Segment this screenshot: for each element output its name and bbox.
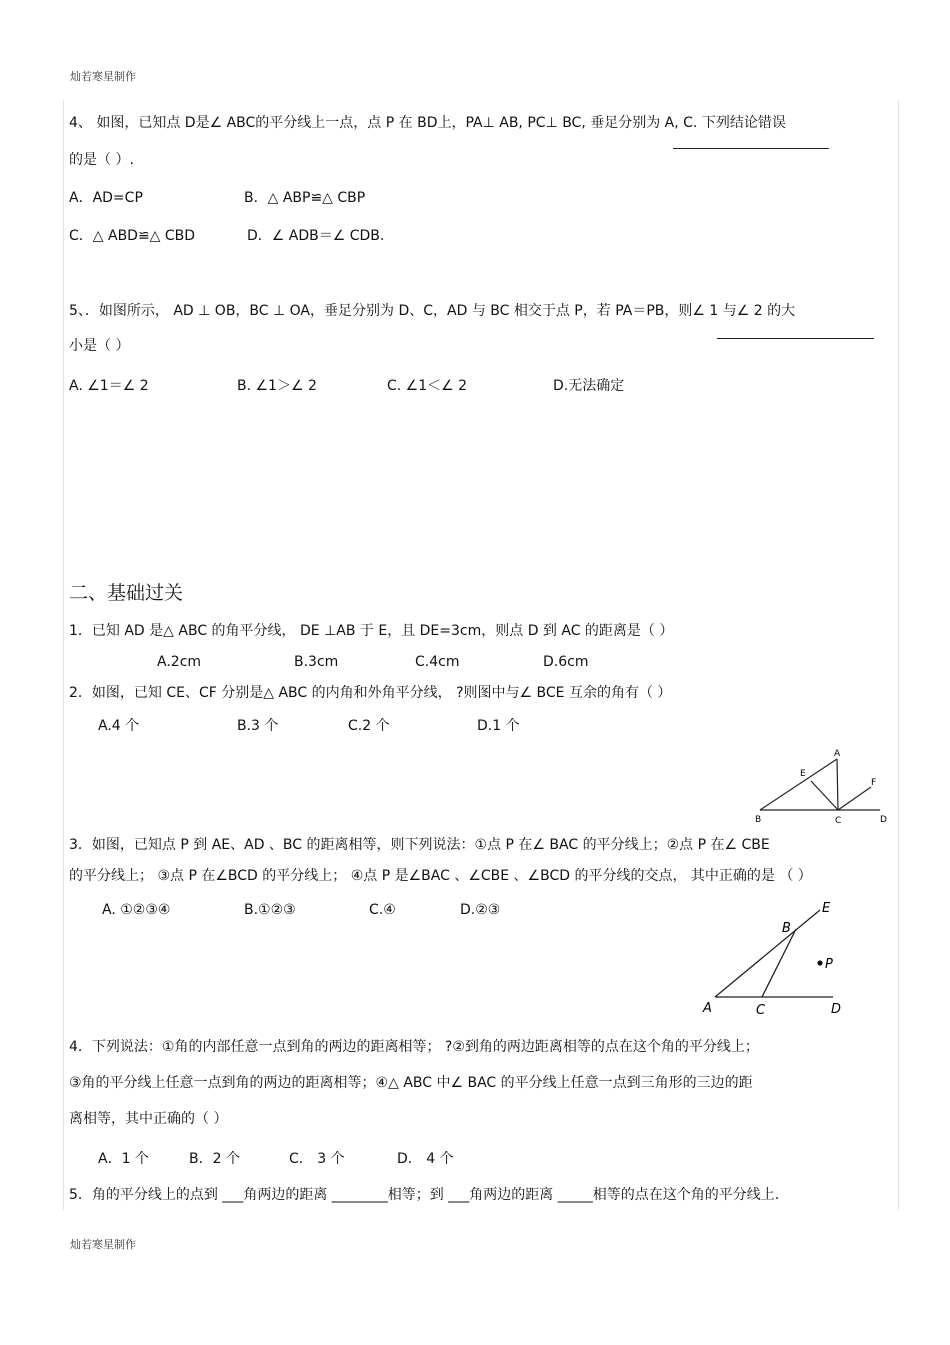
q5-line1: 5、．如图所示， AD ⊥ OB，BC ⊥ OA，垂足分别为 D、C，AD 与 BC 相交于点 P，若 PA＝PB，则∠ 1 与∠ 2 的大 — [69, 303, 796, 319]
q4-option-a: A．AD=CP — [69, 190, 143, 206]
q4-answer-underline — [673, 148, 829, 149]
q2-geometry-figure — [750, 745, 895, 827]
s2-q3-line1: 3．如图，已知点 P 到 AE、AD 、BC 的距离相等，则下列说法：①点 P 在∠ BAC 的平分线上；②点 P 在∠ CBE — [69, 837, 770, 853]
q2-label-a: A — [834, 749, 841, 759]
s2-q1-option-b: B.3cm — [294, 654, 339, 670]
q2-line-ba — [760, 759, 837, 810]
q5-option-b: B. ∠1＞∠ 2 — [237, 378, 317, 394]
s2-q2-option-b: B.3 个 — [237, 718, 279, 734]
page-border-left — [63, 100, 64, 1210]
s2-q4-line2: ③角的平分线上任意一点到角的两边的距离相等；④△ ABC 中∠ BAC 的平分线上任意一点到三角形的三边的距 — [69, 1075, 753, 1091]
s2-q4-line3: 离相等，其中正确的（ ） — [69, 1111, 228, 1127]
s2-q2-option-c: C.2 个 — [348, 718, 390, 734]
q3-label-b: B — [782, 921, 791, 936]
s2-q2-text: 2．如图，已知 CE、CF 分别是△ ABC 的内角和外角平分线， ?则图中与∠ BCE 互余的角有（ ） — [69, 685, 672, 701]
s2-q4-option-c: C． 3 个 — [289, 1151, 345, 1167]
s2-q3-option-a: A. ①②③④ — [102, 902, 171, 918]
s2-q4-option-d: D． 4 个 — [397, 1151, 454, 1167]
q2-label-f: F — [871, 778, 877, 788]
q3-label-e: E — [822, 901, 831, 916]
q5-line2: 小是（ ） — [69, 338, 130, 354]
q3-label-d: D — [831, 1002, 842, 1017]
q4-option-d: D．∠ ADB＝∠ CDB. — [247, 228, 385, 244]
q2-label-b: B — [755, 815, 762, 825]
s2-q3-line2: 的平分线上； ③点 P 在∠BCD 的平分线上； ④点 P 是∠BAC 、∠CBE 、∠BCD 的平分线的交点， 其中正确的是 （ ） — [69, 868, 812, 884]
q5-option-c: C. ∠1＜∠ 2 — [387, 378, 468, 394]
q2-label-e: E — [800, 769, 806, 779]
s2-q1-option-a: A.2cm — [157, 654, 202, 670]
q5-option-a: A. ∠1＝∠ 2 — [69, 378, 149, 394]
q5-answer-underline — [717, 338, 874, 339]
s2-q2-option-d: D.1 个 — [477, 718, 520, 734]
q3-label-p: P — [825, 957, 833, 972]
s2-q1-option-d: D.6cm — [543, 654, 589, 670]
q4-line2: 的是（ ）. — [69, 152, 134, 168]
page-border-right — [898, 100, 899, 1210]
s2-q1-text: 1．已知 AD 是△ ABC 的角平分线， DE ⊥AB 于 E，且 DE=3cm，则点 D 到 AC 的距离是（ ） — [69, 623, 674, 639]
q4-option-b: B．△ ABP≌△ CBP — [244, 190, 366, 206]
section-heading: 二、基础过关 — [69, 582, 184, 604]
q2-label-d: D — [880, 815, 887, 825]
s2-q4-option-a: A．1 个 — [98, 1151, 149, 1167]
q3-point-p — [817, 960, 822, 965]
s2-q4-line1: 4．下列说法：①角的内部任意一点到角的两边的距离相等； ?②到角的两边距离相等的点在这个角的平分线上； — [69, 1039, 759, 1055]
q3-label-c: C — [756, 1003, 766, 1018]
s2-q5-text: 5．角的平分线上的点到 ___角两边的距离 ________相等；到 ___角两边的距离 _____相等的点在这个角的平分线上. — [69, 1187, 780, 1203]
page-header: 灿若寒星制作 — [70, 70, 136, 83]
q3-geometry-figure — [700, 898, 850, 1020]
s2-q1-option-c: C.4cm — [415, 654, 460, 670]
q2-line-ce — [811, 781, 838, 810]
q2-label-c: C — [835, 816, 842, 826]
q4-line1: 4、 如图，已知点 D是∠ ABC的平分线上一点，点 P 在 BD上，PA⊥ AB, PC⊥ BC, 垂足分别为 A, C. 下列结论错误 — [69, 115, 786, 131]
s2-q3-option-c: C.④ — [369, 902, 396, 918]
q3-line-ae — [715, 910, 820, 997]
q3-line-bc — [762, 929, 796, 997]
s2-q3-option-d: D.②③ — [460, 902, 501, 918]
q2-line-cf — [838, 787, 871, 810]
s2-q2-option-a: A.4 个 — [98, 718, 140, 734]
q5-option-d: D.无法确定 — [553, 378, 625, 394]
q4-option-c: C．△ ABD≌△ CBD — [69, 228, 196, 244]
s2-q4-option-b: B．2 个 — [189, 1151, 240, 1167]
q2-line-ac — [837, 759, 838, 810]
page-footer: 灿若寒星制作 — [70, 1238, 136, 1251]
s2-q3-option-b: B.①②③ — [244, 902, 296, 918]
q3-label-a: A — [703, 1001, 712, 1016]
